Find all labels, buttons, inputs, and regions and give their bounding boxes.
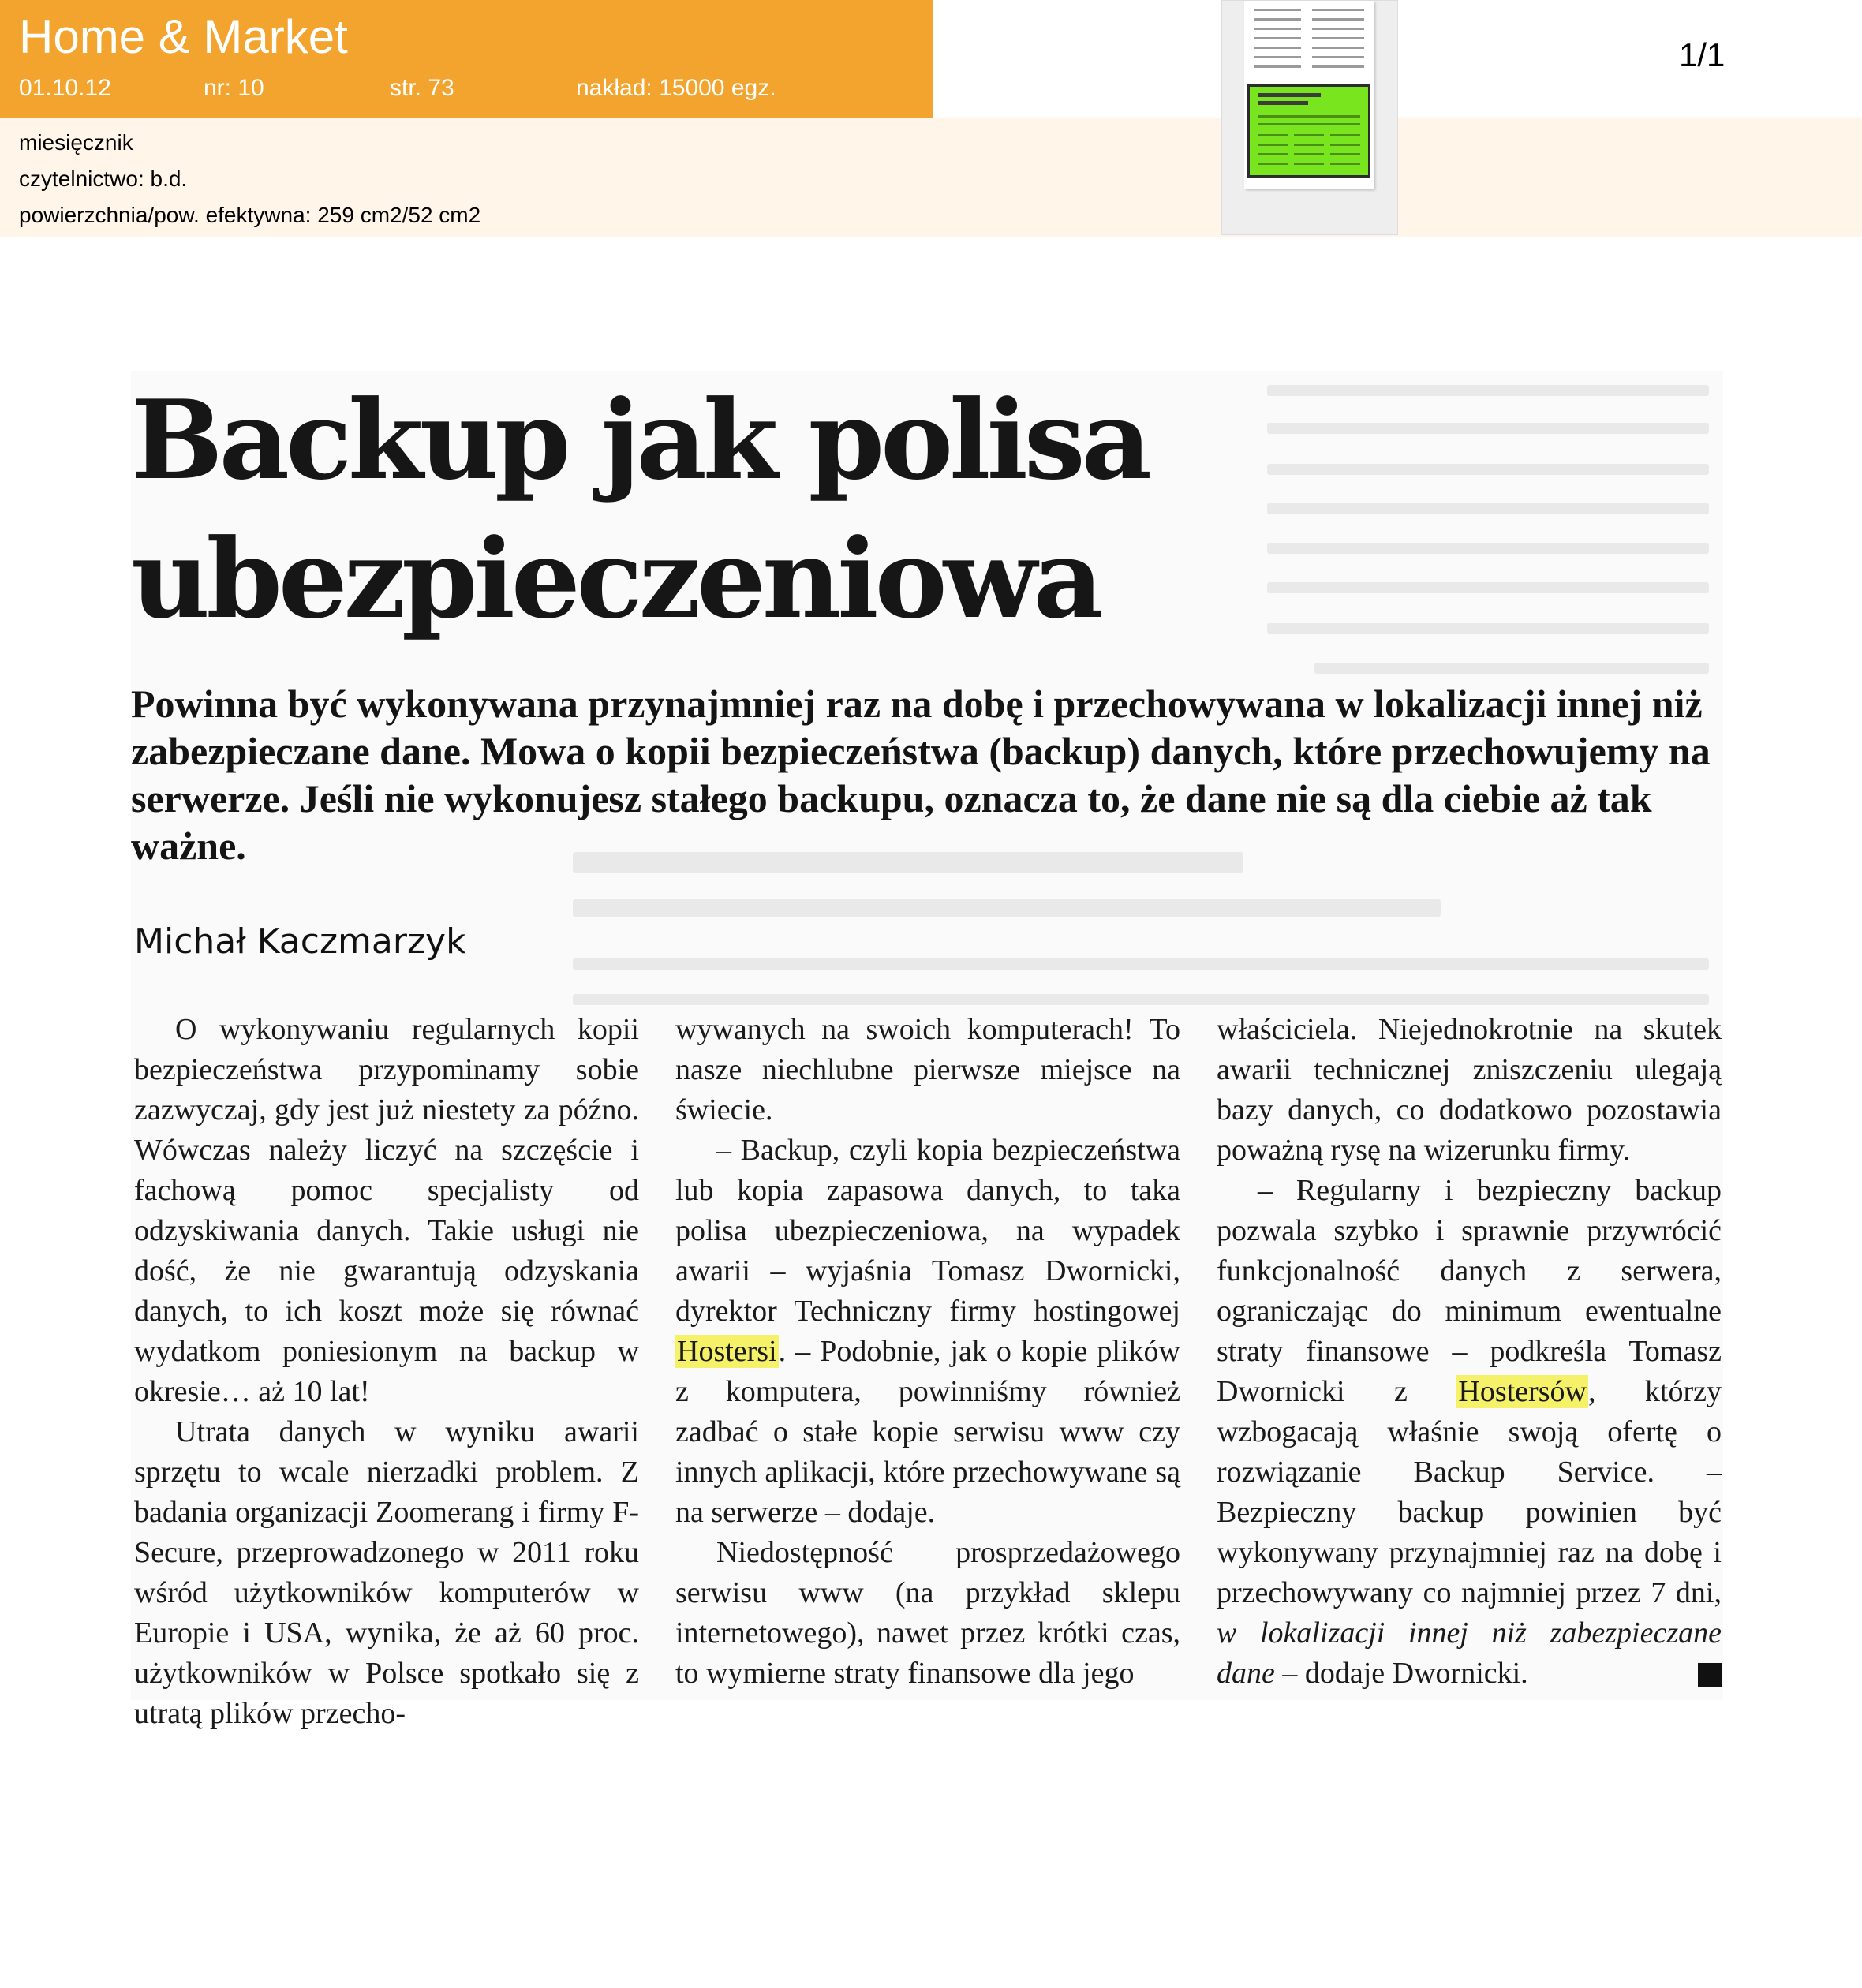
readership-label: czytelnictwo: b.d. [19,166,188,191]
area-label: powierzchnia/pow. efektywna: 259 cm2/52 cm2 [19,203,481,227]
italic-text-run: w lokalizacji innej niż zabezpieczane dane [1217,1616,1722,1690]
circulation: nakład: 15000 egz. [576,75,776,101]
paragraph [1217,1171,1722,1694]
highlighted-company-name: Hostersi [677,1335,777,1368]
page-counter: 1/1 [1679,36,1726,73]
text-run: , którzy wzbogacają właśnie swoją ofertę o rozwiązanie Backup Service. – Bezpieczny backup powinien być wykonywany przynajmniej raz na dobę i przechowywany co najmniej przez 7 dni, [1217,1375,1722,1609]
paragraph: właściciela. Niejednokrotnie na skutek awarii technicznej zniszczeniu ulegają bazy danych, co dodatkowo pozostawia poważną rysę na wizerunku firmy. [1217,1013,1722,1167]
article-title-line-2: ubezpieczeniowa [131,514,1100,643]
article-title [131,371,1236,648]
text-run: . – Podobnie, jak o kopie plików z komputera, powinniśmy również zadbać o stałe kopie serwisu www czy innych aplikacji, które przechowywane są na serwerze – dodaje. [675,1335,1180,1529]
article-column-1 [134,1010,639,1734]
page-thumbnail[interactable] [1221,0,1398,235]
text-run: – Regularny i bezpieczny backup pozwala szybko i sprawnie przywrócić funkcjonalność danych z serwera, ograniczając do minimum ewentualne straty finansowe – podkreśla Tomasz Dwornicki z [1217,1174,1722,1408]
paragraph: Niedostępność prosprzedażowego serwisu www (na przykład sklepu internetowego), nawet przez krótki czas, to wymierne straty finansowe dla jego [675,1536,1180,1690]
thumbnail-highlight [1247,84,1370,178]
article-lead: Powinna być wykonywana przynajmniej raz na dobę i przechowywana w lokalizacji innej niż zabezpieczane dane. Mowa o kopii bezpieczeństwa (backup) danych, które przechowujemy na serwerze. Jeśli nie wykonujesz stałego backupu, oznacza to, że dane nie są dla ciebie aż tak ważne. [131,682,1711,868]
issue-date: 01.10.12 [19,75,111,101]
paragraph [675,1130,1180,1533]
article-column-2 [675,1010,1180,1694]
paragraph: O wykonywaniu regularnych kopii bezpieczeństwa przypominamy sobie zazwyczaj, gdy jest już niestety za późno. Wówczas należy liczyć na szczęście i fachową pomoc specjalisty od odzyskiwania danych. Takie usługi nie dość, że nie gwarantują odzyskania danych, to ich koszt może się równać wydatkom poniesionym na backup w okresie… aż 10 lat! [134,1013,639,1408]
article-title-line-1: Backup jak polisa [131,376,1149,504]
page-number: str. 73 [390,75,454,101]
frequency-label: miesięcznik [19,130,133,155]
issue-number: nr: 10 [204,75,264,101]
text-run: – Backup, czyli kopia bezpieczeństwa lub kopia zapasowa danych, to taka polisa ubezpieczeniowa, na wypadek awarii – wyjaśnia Tomasz Dwornicki, dyrektor Techniczny firmy hostingowej [675,1134,1180,1328]
paragraph: Utrata danych w wyniku awarii sprzętu to wcale nierzadki problem. Z badania organizacji Zoomerang i firmy F-Secure, przeprowadzonego w 2011 roku wśród użytkowników komputerów w Europie i USA, wynika, że aż 60 proc. użytkowników w Polsce spotkało się z utratą plików przecho- [134,1415,639,1730]
article-column-3 [1217,1010,1722,1694]
highlighted-company-name: Hostersów [1458,1375,1587,1408]
publication-title: Home & Market [19,10,348,63]
end-of-article-mark [1698,1663,1722,1687]
paragraph: wywanych na swoich komputerach! To nasze niechlubne pierwsze miejsce na świecie. [675,1013,1180,1127]
article-author: Michał Kaczmarzyk [134,921,466,962]
info-band [0,118,1862,237]
text-run: – dodaje Dwornicki. [1274,1657,1528,1690]
publication-header [0,0,933,118]
